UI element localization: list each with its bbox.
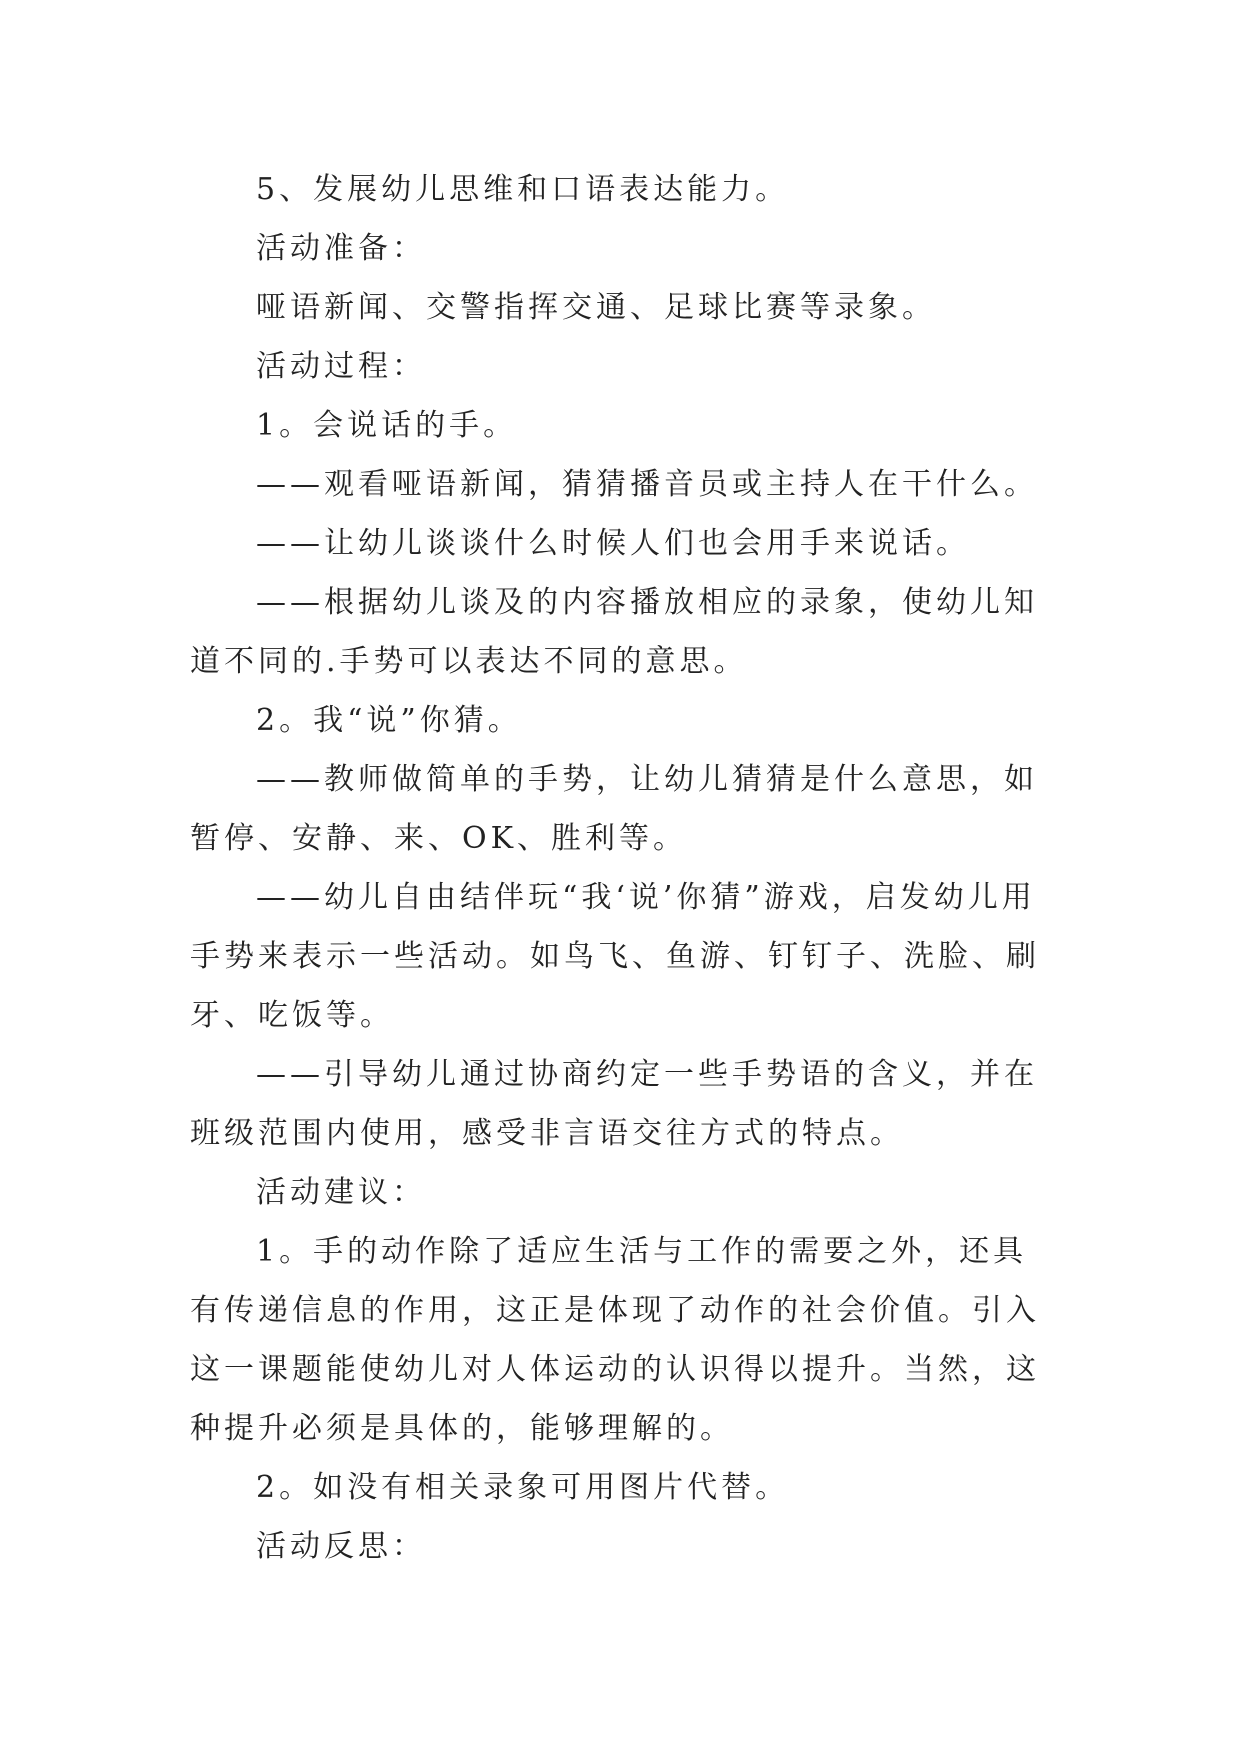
goal-item-5: 5、发展幼儿思维和口语表达能力。 — [256, 172, 790, 207]
process-step-2-item-2: ——幼儿自由结伴玩“我‘说’你猜”游戏，启发幼儿用手势来表示一些活动。如鸟飞、鱼游、钉钉子、洗脸、刷牙、吃饭等。 — [190, 880, 1040, 1033]
process-step-2-title: 2。我“说”你猜。 — [256, 703, 522, 738]
section-heading-preparation: 活动准备： — [256, 231, 426, 266]
section-heading-suggestions: 活动建议： — [256, 1175, 426, 1210]
process-step-1-item-3: ——根据幼儿谈及的内容播放相应的录象，使幼儿知道不同的.手势可以表达不同的意思。 — [190, 585, 1038, 679]
suggestion-1: 1。手的动作除了适应生活与工作的需要之外，还具有传递信息的作用，这正是体现了动作的社会价值。引入这一课题能使幼儿对人体运动的认识得以提升。当然，这种提升必须是具体的，能够理解的。 — [190, 1234, 1040, 1446]
process-step-1-item-1: ——观看哑语新闻，猜猜播音员或主持人在干什么。 — [256, 467, 1038, 502]
preparation-text: 哑语新闻、交警指挥交通、足球比赛等录象。 — [256, 290, 936, 325]
section-heading-reflection: 活动反思： — [256, 1529, 426, 1564]
suggestion-2: 2。如没有相关录象可用图片代替。 — [256, 1470, 790, 1505]
process-step-2-item-1: ——教师做简单的手势，让幼儿猜猜是什么意思，如暂停、安静、来、OK、胜利等。 — [190, 762, 1038, 856]
document-body — [190, 160, 1060, 1576]
section-heading-process: 活动过程： — [256, 349, 426, 384]
process-step-2-item-3: ——引导幼儿通过协商约定一些手势语的含义，并在班级范围内使用，感受非言语交往方式的特点。 — [190, 1057, 1038, 1151]
process-step-1-title: 1。会说话的手。 — [256, 408, 518, 443]
process-step-1-item-2: ——让幼儿谈谈什么时候人们也会用手来说话。 — [256, 526, 970, 561]
